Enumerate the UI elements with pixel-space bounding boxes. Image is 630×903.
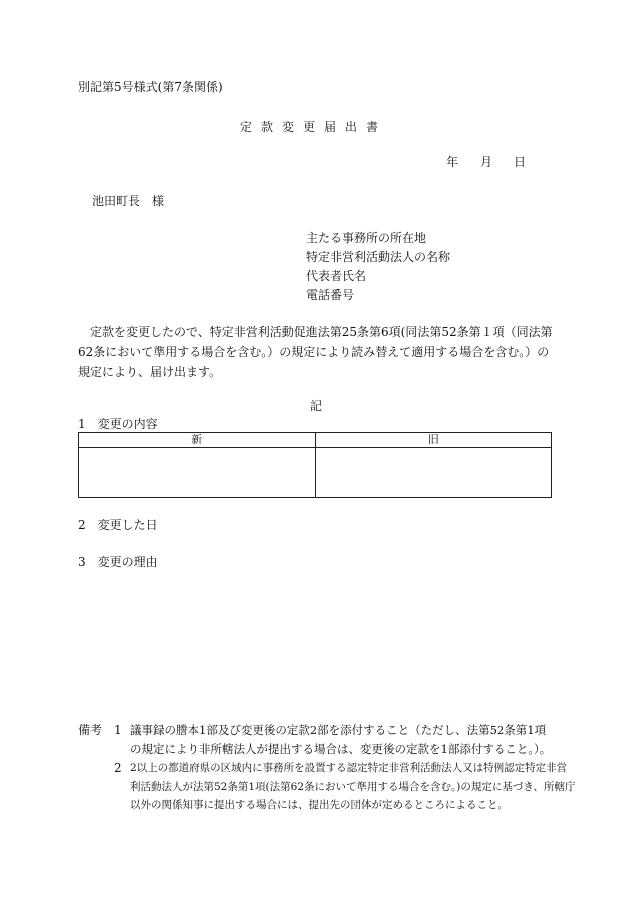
remark-2-line-1: 2以上の都道府県の区域内に事務所を設置する認定特定非営利活動法人又は特例認定特定非営 [130, 762, 568, 774]
section-change-content-heading: 1 変更の内容 [78, 417, 158, 431]
section-change-date-heading: 2 変更した日 [78, 518, 158, 532]
body-paragraph: 定款を変更したので、特定非営利活動促進法第25条第6項(同法第52条第１項（同法第62条において準用する場合を含む。）の規定により読み替えて適用する場合を含む。）の規定により、届け出ます。 [78, 325, 553, 379]
corporation-name-label: 特定非営利活動法人の名称 [306, 250, 451, 264]
section-change-reason-heading: 3 変更の理由 [78, 555, 158, 569]
date-line [446, 154, 526, 170]
remark-1-number: 1 [114, 723, 122, 737]
remark-2-number: 2 [114, 761, 122, 775]
remark-1-line-2: の規定により非所轄法人が提出する場合は、変更後の定款を1部添付すること。）。 [130, 742, 552, 756]
new-content-cell[interactable] [79, 448, 316, 498]
remarks-label: 備考 [78, 723, 103, 737]
ki-heading: 記 [310, 399, 323, 413]
form-number-label: 別記第5号様式(第7条関係) [78, 80, 223, 94]
addressee: 池田町長 様 [92, 194, 165, 208]
remark-1-line-1: 議事録の謄本1部及び変更後の定款2部を添付すること（ただし、法第52条第1項 [130, 723, 547, 737]
date-day: 日 [514, 155, 527, 169]
document-title: 定款変更届出書 [240, 120, 388, 134]
change-content-table [78, 432, 552, 498]
old-column-header: 旧 [315, 433, 552, 448]
new-column-header: 新 [79, 433, 316, 448]
representative-label: 代表者氏名 [306, 269, 367, 283]
remark-2-line-2: 利活動法人が法第52条第1項(法第62条において準用する場合を含む。)の規定に基づき、所轄庁 [130, 781, 576, 793]
date-year: 年 [446, 155, 459, 169]
old-content-cell[interactable] [315, 448, 552, 498]
date-month: 月 [480, 155, 493, 169]
office-address-label: 主たる事務所の所在地 [306, 231, 427, 245]
remark-2-line-3: 以外の関係知事に提出する場合には、提出先の団体が定めるところによること。 [130, 799, 508, 811]
sender-block [306, 230, 450, 306]
phone-label: 電話番号 [306, 288, 355, 302]
